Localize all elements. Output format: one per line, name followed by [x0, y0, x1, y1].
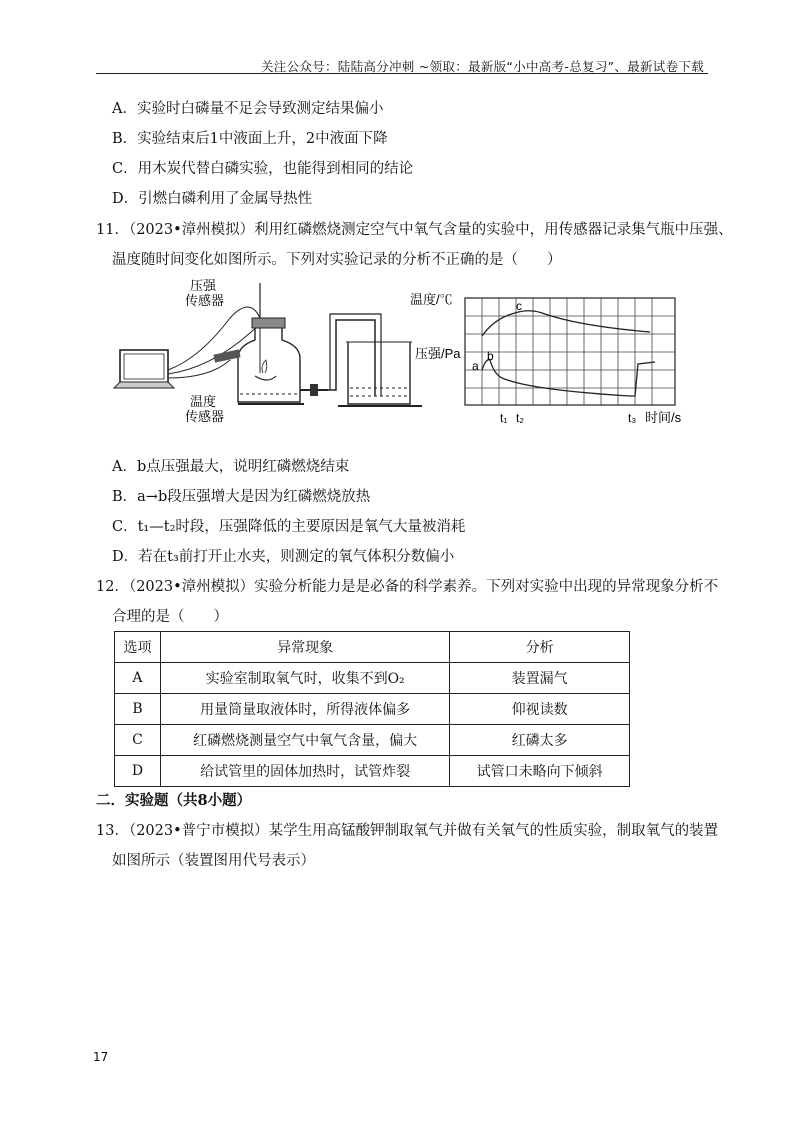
- gas-bottle: [213, 283, 300, 402]
- pressure-curve: [482, 360, 655, 396]
- graph-grid: [465, 298, 675, 405]
- q11-option-a: A．b点压强最大，说明红磷燃烧结束: [112, 459, 350, 475]
- q12-stem: 12．（2023•漳州模拟）实验分析能力是是必备的科学素养。下列对实验中出现的异常现象分析不: [96, 579, 719, 595]
- q12-table: [114, 631, 630, 787]
- t2-label: t₂: [516, 411, 524, 425]
- page-header: 关注公众号：陆陆高分冲刺 ~领取：最新版“小中高考-总复习”、最新试卷下载: [260, 59, 704, 74]
- table-row: [115, 663, 630, 694]
- table-cell: 给试管里的固体加热时，试管炸裂: [160, 756, 449, 787]
- table-row: [115, 694, 630, 725]
- connecting-tube: [300, 314, 381, 396]
- table-header: 分析: [450, 632, 630, 663]
- temp-axis-label: 温度/℃: [410, 292, 453, 307]
- time-axis-label: 时间/s: [645, 410, 682, 425]
- table-cell: 红磷燃烧测量空气中氧气含量，偏大: [160, 725, 449, 756]
- point-c-label: c: [516, 299, 522, 313]
- pressure-sensor-label-2: 传感器: [185, 293, 225, 308]
- table-cell: 装置漏气: [450, 663, 630, 694]
- q10-option-a: A．实验时白磷量不足会导致测定结果偏小: [112, 101, 384, 117]
- q13-stem: 13．（2023•普宁市模拟）某学生用高锰酸钾制取氧气并做有关氧气的性质实验，制取氧气的装置: [96, 823, 719, 839]
- table-row: [115, 725, 630, 756]
- pressure-sensor-label-1: 压强: [190, 278, 217, 293]
- table-cell: 实验室制取氧气时，收集不到O₂: [160, 663, 449, 694]
- table-cell: 用量筒量取液体时，所得液体偏多: [160, 694, 449, 725]
- laptop-icon: [114, 350, 174, 388]
- q10-option-d: D．引燃白磷利用了金属导热性: [112, 191, 313, 207]
- q11-option-c: C．t₁—t₂时段，压强降低的主要原因是氧气大量被消耗: [112, 519, 466, 535]
- table-cell: 红磷太多: [450, 725, 630, 756]
- table-header: 异常现象: [160, 632, 449, 663]
- pressure-axis-label: 压强/Pa: [415, 346, 461, 361]
- q10-option-c: C．用木炭代替白磷实验，也能得到相同的结论: [112, 161, 414, 177]
- page-number: 17: [93, 1050, 109, 1064]
- table-cell: B: [115, 694, 161, 725]
- q11-stem: 11．（2023•漳州模拟）利用红磷燃烧测定空气中氧气含量的实验中，用传感器记录集气瓶中压强、: [96, 222, 733, 238]
- temp-sensor-label-2: 传感器: [185, 409, 225, 424]
- beaker: [346, 342, 412, 404]
- point-b-label: b: [487, 349, 494, 363]
- table-cell: A: [115, 663, 161, 694]
- temp-sensor-label-1: 温度: [190, 394, 217, 409]
- section-heading: 二．实验题（共8小题）: [96, 792, 252, 809]
- header-rule: [96, 73, 708, 74]
- t1-label: t₁: [500, 411, 508, 425]
- q12-stem-cont: 合理的是（ ）: [112, 609, 228, 625]
- table-cell: D: [115, 756, 161, 787]
- q11-figure: [110, 278, 695, 428]
- table-row: [115, 756, 630, 787]
- q10-option-b: B．实验结束后1中液面上升，2中液面下降: [112, 131, 388, 147]
- table-cell: 仰视读数: [450, 694, 630, 725]
- table-header: 选项: [115, 632, 161, 663]
- q11-stem-cont: 温度随时间变化如图所示。下列对实验记录的分析不正确的是（ ）: [112, 252, 562, 268]
- point-a-label: a: [472, 359, 479, 373]
- table-cell: 试管口未略向下倾斜: [450, 756, 630, 787]
- table-header-row: [115, 632, 630, 663]
- temperature-curve: [482, 311, 650, 336]
- q11-option-b: B．a→b段压强增大是因为红磷燃烧放热: [112, 489, 371, 505]
- q11-option-d: D．若在t₃前打开止水夹，则测定的氧气体积分数偏小: [112, 549, 455, 565]
- t3-label: t₃: [628, 411, 637, 425]
- table-cell: C: [115, 725, 161, 756]
- q13-stem-cont: 如图所示（装置图用代号表示）: [112, 853, 315, 869]
